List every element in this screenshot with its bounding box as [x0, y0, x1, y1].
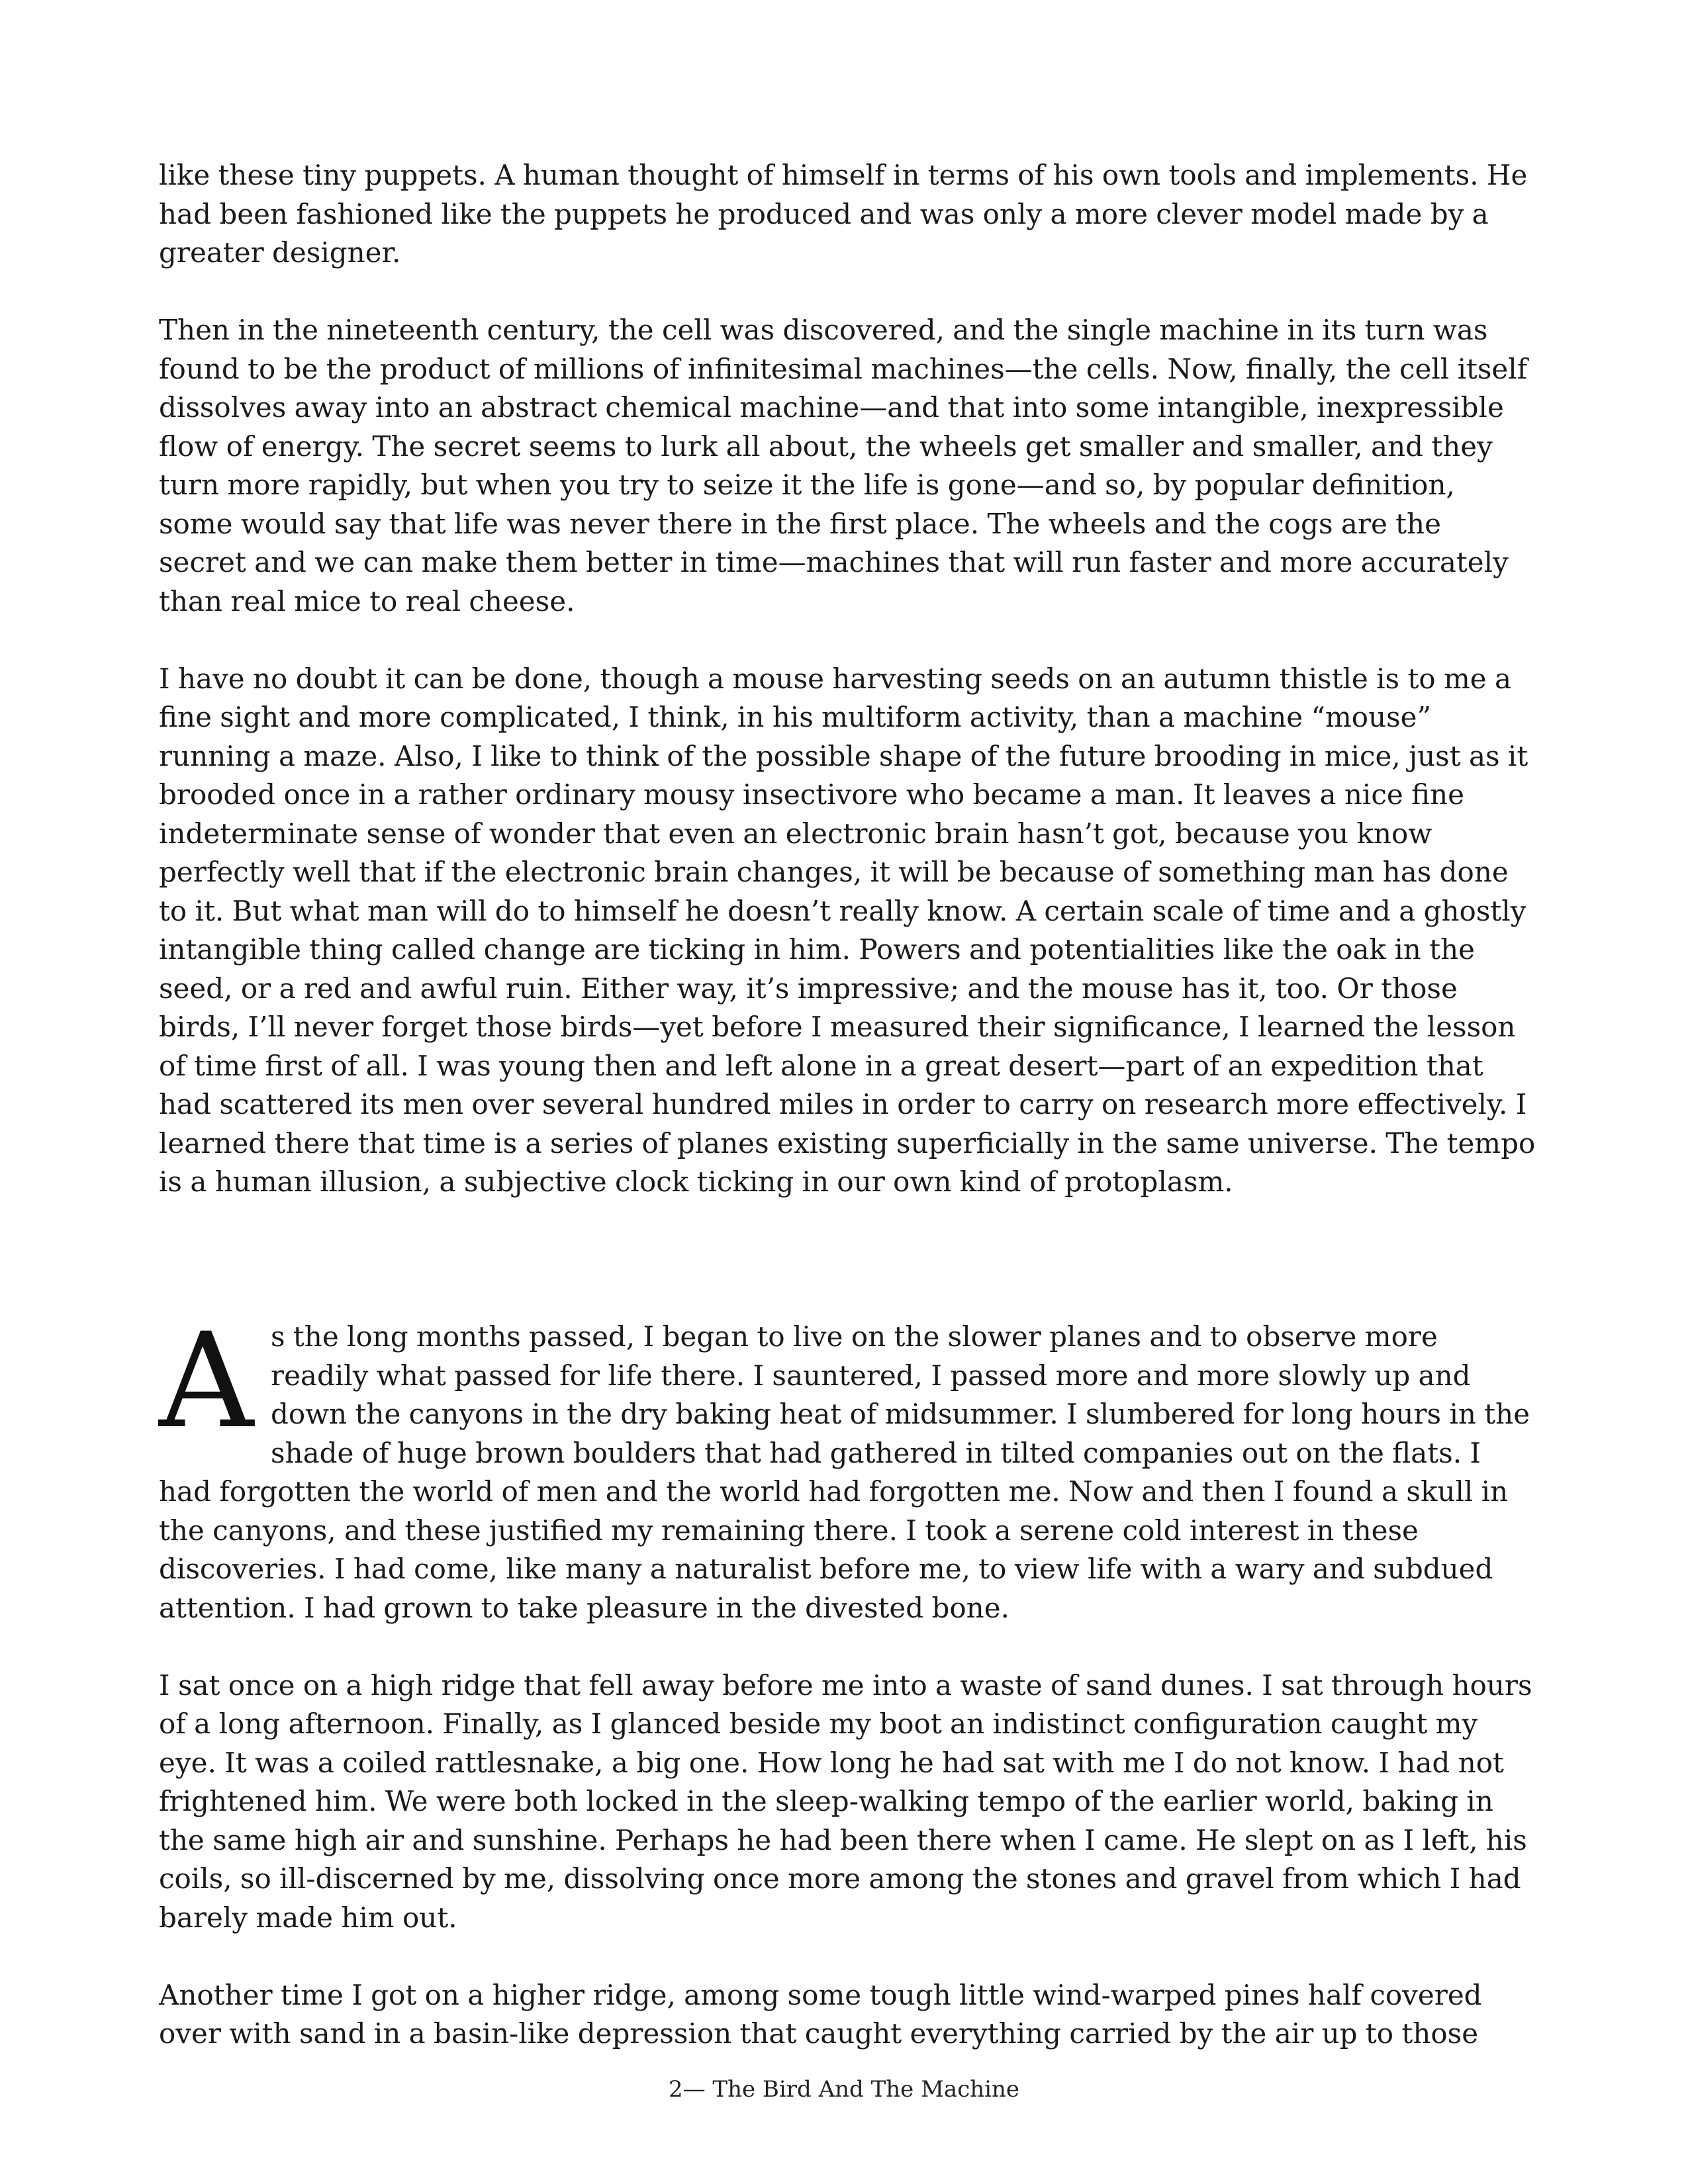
paragraph-6: Another time I got on a higher ridge, among some tough little wind-warped pines half covered over with sand in a basin-like depression that caught everything carried by the air up to those [159, 1978, 1482, 2050]
paragraph-2: Then in the nineteenth century, the cell was discovered, and the single machine in its turn was found to be the product of millions of infinitesimal machines—the cells. Now, finally, the cell itself dissolves away into an abstract chemical machine—and that into some intangible, inexpressible flow of energy. The secret seems to lurk all about, the wheels get smaller and smaller, and they turn more rapidly, but when you try to seize it the life is gone—and so, by popular definition, some would say that life was never there in the first place. The wheels and the cogs are the secret and we can make them better in time—machines that will run faster and more accurately than real mice to real cheese. [159, 314, 1528, 617]
drop-cap: A [159, 1304, 254, 1457]
section-break [159, 1240, 1536, 1318]
page-body [159, 156, 1536, 2092]
paragraph-1: like these tiny puppets. A human thought of himself in terms of his own tools and implements. He had been fashioned like the puppets he produced and was only a more clever model made by a greater designer. [159, 159, 1528, 269]
paragraph-5: I sat once on a high ridge that fell away before me into a waste of sand dunes. I sat through hours of a long afternoon. Finally, as I glanced beside my boot an indistinct configuration caught my eye. It was a coiled rattlesnake, a big one. How long he had sat with me I do not know. I had not frightened him. We were both locked in the sleep-walking tempo of the earlier world, baking in the same high air and sunshine. Perhaps he had been there when I came. He slept on as I left, his coils, so ill-discerned by me, dissolving once more among the stones and gravel from which I had barely made him out. [159, 1668, 1532, 1934]
section-opening-text: s the long months passed, I began to live on the slower planes and to observe more readily what passed for life there. I sauntered, I passed more and more slowly up and down the canyons in the dry baking heat of midsummer. I slumbered for long hours in the shade of huge brown boulders that had gathered in tilted companies out on the flats. I had forgotten the world of men and the world had forgotten me. Now and then I found a skull in the canyons, and these justified my remaining there. I took a serene cold interest in these discoveries. I had come, like many a naturalist before me, to view life with a wary and subdued attention. I had grown to take pleasure in the divested bone. [159, 1320, 1530, 1624]
paragraph-3: I have no doubt it can be done, though a mouse harvesting seeds on an autumn thistle is to me a fine sight and more complicated, I think, in his multiform activity, than a machine “mouse” running a maze. Also, I like to think of the possible shape of the future brooding in mice, just as it brooded once in a rather ordinary mousy insectivore who became a man. It leaves a nice fine indeterminate sense of wonder that even an electronic brain hasn’t got, because you know perfectly well that if the electronic brain changes, it will be because of something man has done to it. But what man will do to himself he doesn’t really know. A certain scale of time and a ghostly intangible thing called change are ticking in him. Powers and potentialities like the oak in the seed, or a red and awful ruin. Either way, it’s impressive; and the mouse has it, too. Or those birds, I’ll never forget those birds—yet before I measured their significance, I learned the lesson of time first of all. I was young then and left alone in a great desert—part of an expedition that had scattered its men over several hundred miles in order to carry on research more effectively. I learned there that time is a series of planes existing superficially in the same universe. The tempo is a human illusion, a subjective clock ticking in our own kind of protoplasm. [159, 662, 1536, 1198]
page-footer: 2— The Bird And The Machine [668, 2076, 1020, 2103]
section-opening-paragraph [159, 1304, 1536, 1627]
